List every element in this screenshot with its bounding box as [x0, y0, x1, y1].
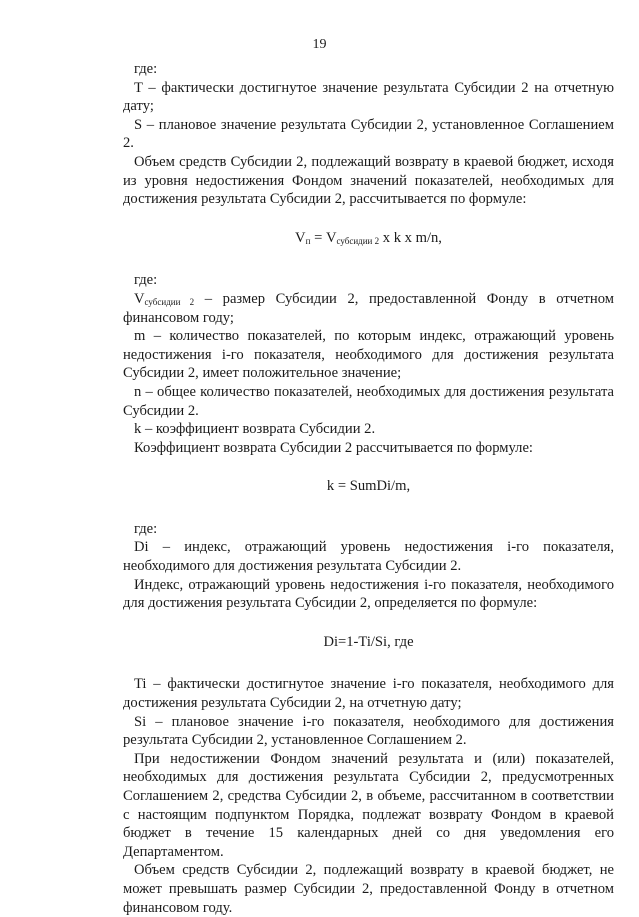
paragraph-m-definition: m – количество показателей, по которым индекс, отражающий уровень недостижения i-го показателя, необходимого для достижения результата Субсидии 2, имеет положительное значение;: [123, 328, 614, 382]
paragraph-k-definition: k – коэффициент возврата Субсидии 2.: [134, 421, 376, 438]
paragraph-ti-definition: Ti – фактически достигнутое значение i-го показателя, необходимого для достижения результата Субсидии 2, на отчетную дату;: [123, 676, 614, 712]
document-body: [123, 60, 614, 917]
paragraph-di-intro: Индекс, отражающий уровень недостижения i-го показателя, необходимого для достижения результата Субсидии 2, определяется по формуле:: [123, 576, 614, 612]
formula-di: Di=1-Ti/Si, где: [323, 633, 414, 650]
paragraph-k-intro: Коэффициент возврата Субсидии 2 рассчитывается по формуле:: [134, 439, 533, 456]
paragraph-n-definition: n – общее количество показателей, необходимых для достижения результата Субсидии 2.: [123, 383, 614, 419]
paragraph-return-limit: Объем средств Субсидии 2, подлежащий возврату в краевой бюджет, не может превышать размер Субсидии 2, предоставленной Фонду в отчетном финансовом году.: [123, 862, 614, 916]
page-number: 19: [312, 37, 327, 52]
paragraph-s-definition: S – плановое значение результата Субсидии 2, установленное Соглашением 2.: [123, 116, 614, 152]
paragraph-where: где:: [134, 520, 158, 537]
paragraph-where: где:: [134, 272, 158, 289]
paragraph-return-obligation: При недостижении Фондом значений результата и (или) показателей, необходимых для достижения результата Субсидии 2, предусмотренных Соглашением 2, средства Субсидии 2, в объеме, рассчитанном в соответствии с настоящим подпунктом Порядка, подлежат возврату Фондом в краевой бюджет в течение 15 календарных дней со дня уведомления его Департаментом.: [123, 750, 614, 860]
paragraph-si-definition: Si – плановое значение i-го показателя, необходимого для достижения результата Субсидии 2, установленное Соглашением 2.: [123, 713, 614, 749]
paragraph-volume-intro: Объем средств Субсидии 2, подлежащий возврату в краевой бюджет, исходя из уровня недостижения Фондом значений показателей, необходимых для достижения результата Субсидии 2, рассчитывается по формуле:: [123, 153, 614, 208]
paragraph-v-definition: $V_{субсидии 2}$ – размер Субсидии 2, предоставленной Фонду в отчетном финансовом году;: [123, 290, 614, 326]
formula-k: k = SumDi/m,: [326, 478, 411, 495]
formula-vp: $V_п = V_{субсидии 2}$ x k x m/n,: [295, 229, 442, 246]
paragraph-di-definition: Di – индекс, отражающий уровень недостижения i-го показателя, необходимого для достижения результата Субсидии 2.: [123, 539, 614, 575]
paragraph-t-definition: T – фактически достигнутое значение результата Субсидии 2 на отчетную дату;: [123, 79, 614, 115]
paragraph-where: где:: [134, 61, 158, 77]
